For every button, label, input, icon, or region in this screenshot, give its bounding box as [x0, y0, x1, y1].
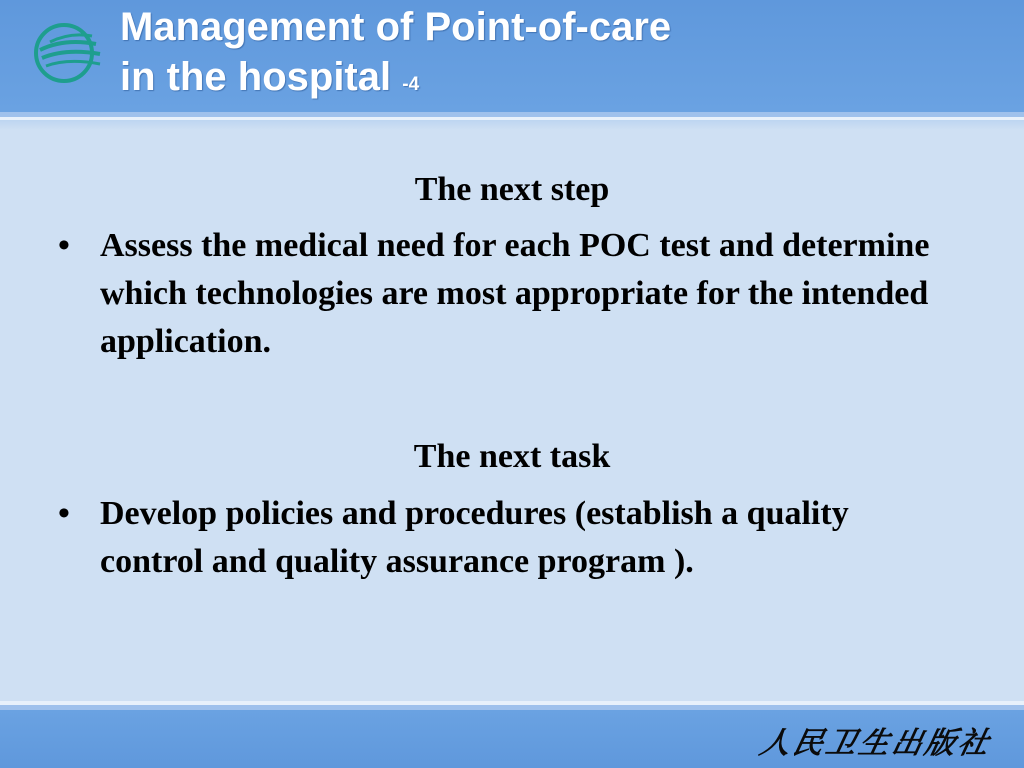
- bullet-item: [58, 222, 960, 366]
- bullet-text: Develop policies and procedures (establish a quality control and quality assurance program ).: [100, 495, 849, 580]
- slide-number: -4: [402, 74, 420, 95]
- title-line-1: Management of Point-of-care: [120, 5, 672, 49]
- header-divider-shadow: [0, 120, 1024, 130]
- title-line-2: in the hospital: [120, 55, 392, 99]
- section-heading-next-step: The next step: [414, 171, 610, 208]
- bullet-item: [58, 490, 960, 586]
- bullet-dot: •: [58, 495, 70, 532]
- page-title: [120, 2, 671, 110]
- publisher-name: 人民卫生出版社: [756, 726, 995, 761]
- bullet-text: Assess the medical need for each POC test and determine which technologies are most appropriate for the intended application.: [100, 227, 930, 360]
- header-bar: [0, 0, 1024, 112]
- footer-bar: [0, 710, 1024, 768]
- bullet-dot: •: [58, 227, 70, 264]
- section-heading-next-task: The next task: [413, 438, 611, 475]
- publisher-logo-icon: [30, 20, 106, 86]
